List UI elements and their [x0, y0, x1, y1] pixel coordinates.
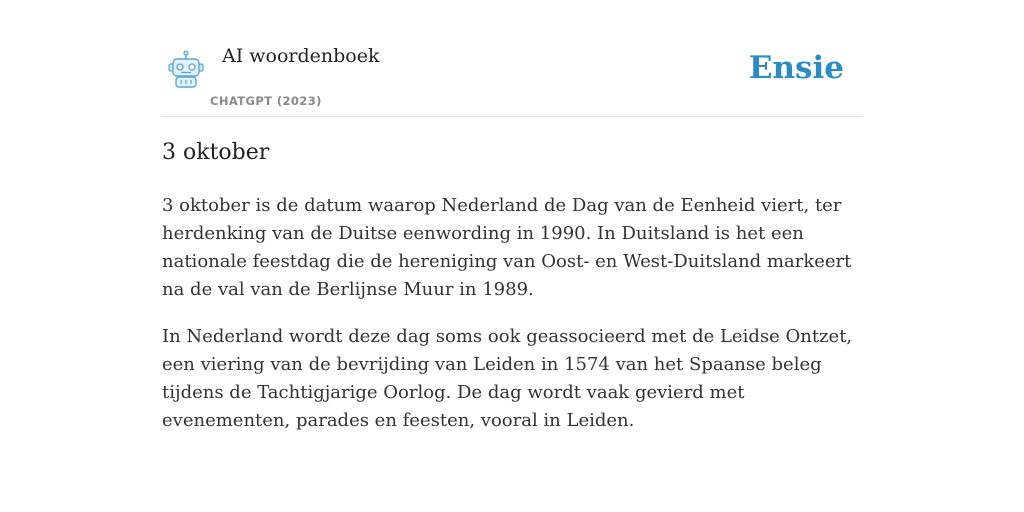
- entry-paragraph: In Nederland wordt deze dag soms ook geassocieerd met de Leidse Ontzet, een viering van de bevrijding van Leiden in 1574 van het Spaanse beleg tijdens de Tachtigjarige Oorlog. De dag wordt vaak gevierd met evenementen, parades en feesten, vooral in Leiden.: [162, 326, 853, 431]
- robot-icon: [166, 50, 206, 90]
- entry-paragraph: 3 oktober is de datum waarop Nederland de Dag van de Eenheid viert, ter herdenking van de Duitse eenwording in 1990. In Duitsland is het een nationale feestdag die de hereniging van Oost- en West-Duitsland markeert na de val van de Berlijnse Muur in 1989.: [162, 195, 852, 300]
- source-title[interactable]: AI woordenboek: [222, 45, 380, 67]
- entry-body: [162, 192, 862, 454]
- entry-title: 3 oktober: [162, 140, 270, 165]
- entry-header: [162, 0, 862, 117]
- source-subtitle: CHATGPT (2023): [210, 94, 322, 108]
- brand-logo[interactable]: Ensie: [748, 50, 844, 86]
